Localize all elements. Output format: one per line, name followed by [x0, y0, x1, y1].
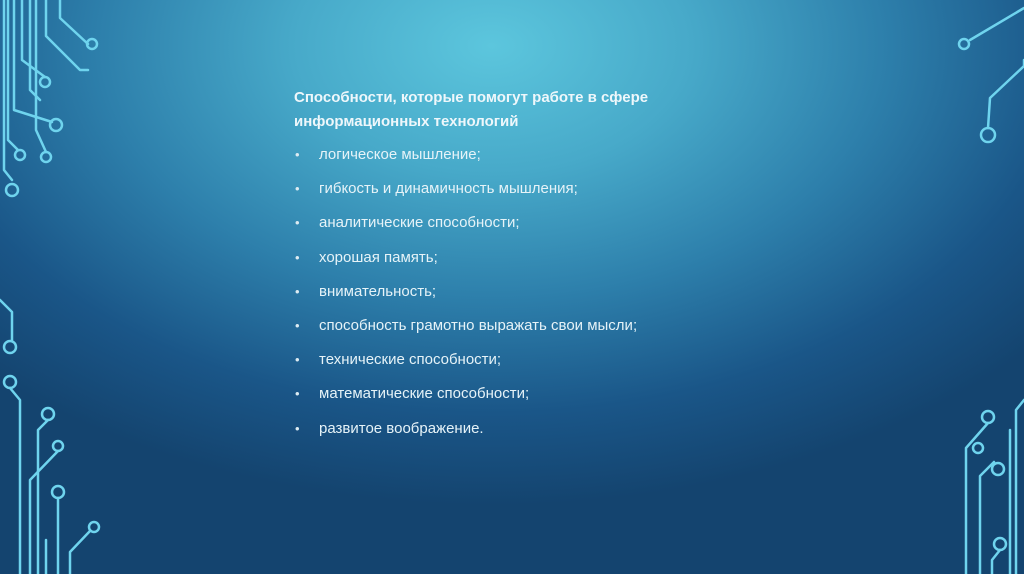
- list-item: [294, 384, 734, 404]
- list-item-text: логическое мышление;: [319, 146, 481, 163]
- list-item: [294, 248, 734, 268]
- list-item-text: способность грамотно выражать свои мысли;: [319, 316, 638, 334]
- slide-title-line-1: Способности, которые помогут работе в сфере: [294, 89, 649, 106]
- bullet-icon: •: [295, 283, 300, 299]
- bullet-icon: •: [295, 147, 300, 162]
- list-item: [294, 316, 734, 336]
- list-item-text: технические способности;: [319, 351, 502, 369]
- list-item: [294, 282, 734, 302]
- abilities-list: [294, 145, 734, 439]
- bullet-icon: •: [295, 386, 300, 402]
- list-item: [294, 179, 734, 199]
- bullet-icon: •: [295, 249, 300, 265]
- list-item-text: внимательность;: [319, 282, 437, 300]
- slide-title: [294, 86, 734, 134]
- list-item: [294, 419, 734, 439]
- slide-content: [294, 86, 734, 453]
- bullet-icon: •: [295, 215, 300, 231]
- bullet-icon: •: [295, 317, 300, 333]
- list-item-text: хорошая память;: [319, 248, 438, 266]
- bullet-icon: •: [295, 352, 300, 368]
- list-item-text: развитое воображение.: [319, 419, 484, 437]
- list-item: [294, 145, 734, 165]
- bullet-icon: •: [295, 420, 300, 436]
- bullet-icon: •: [295, 181, 300, 197]
- slide-title-line-2: информационных технологий: [294, 113, 519, 130]
- list-item-text: гибкость и динамичность мышления;: [319, 180, 578, 198]
- list-item: [294, 350, 734, 370]
- list-item: [294, 213, 734, 233]
- list-item-text: математические способности;: [319, 385, 530, 403]
- list-item-text: аналитические способности;: [319, 214, 520, 232]
